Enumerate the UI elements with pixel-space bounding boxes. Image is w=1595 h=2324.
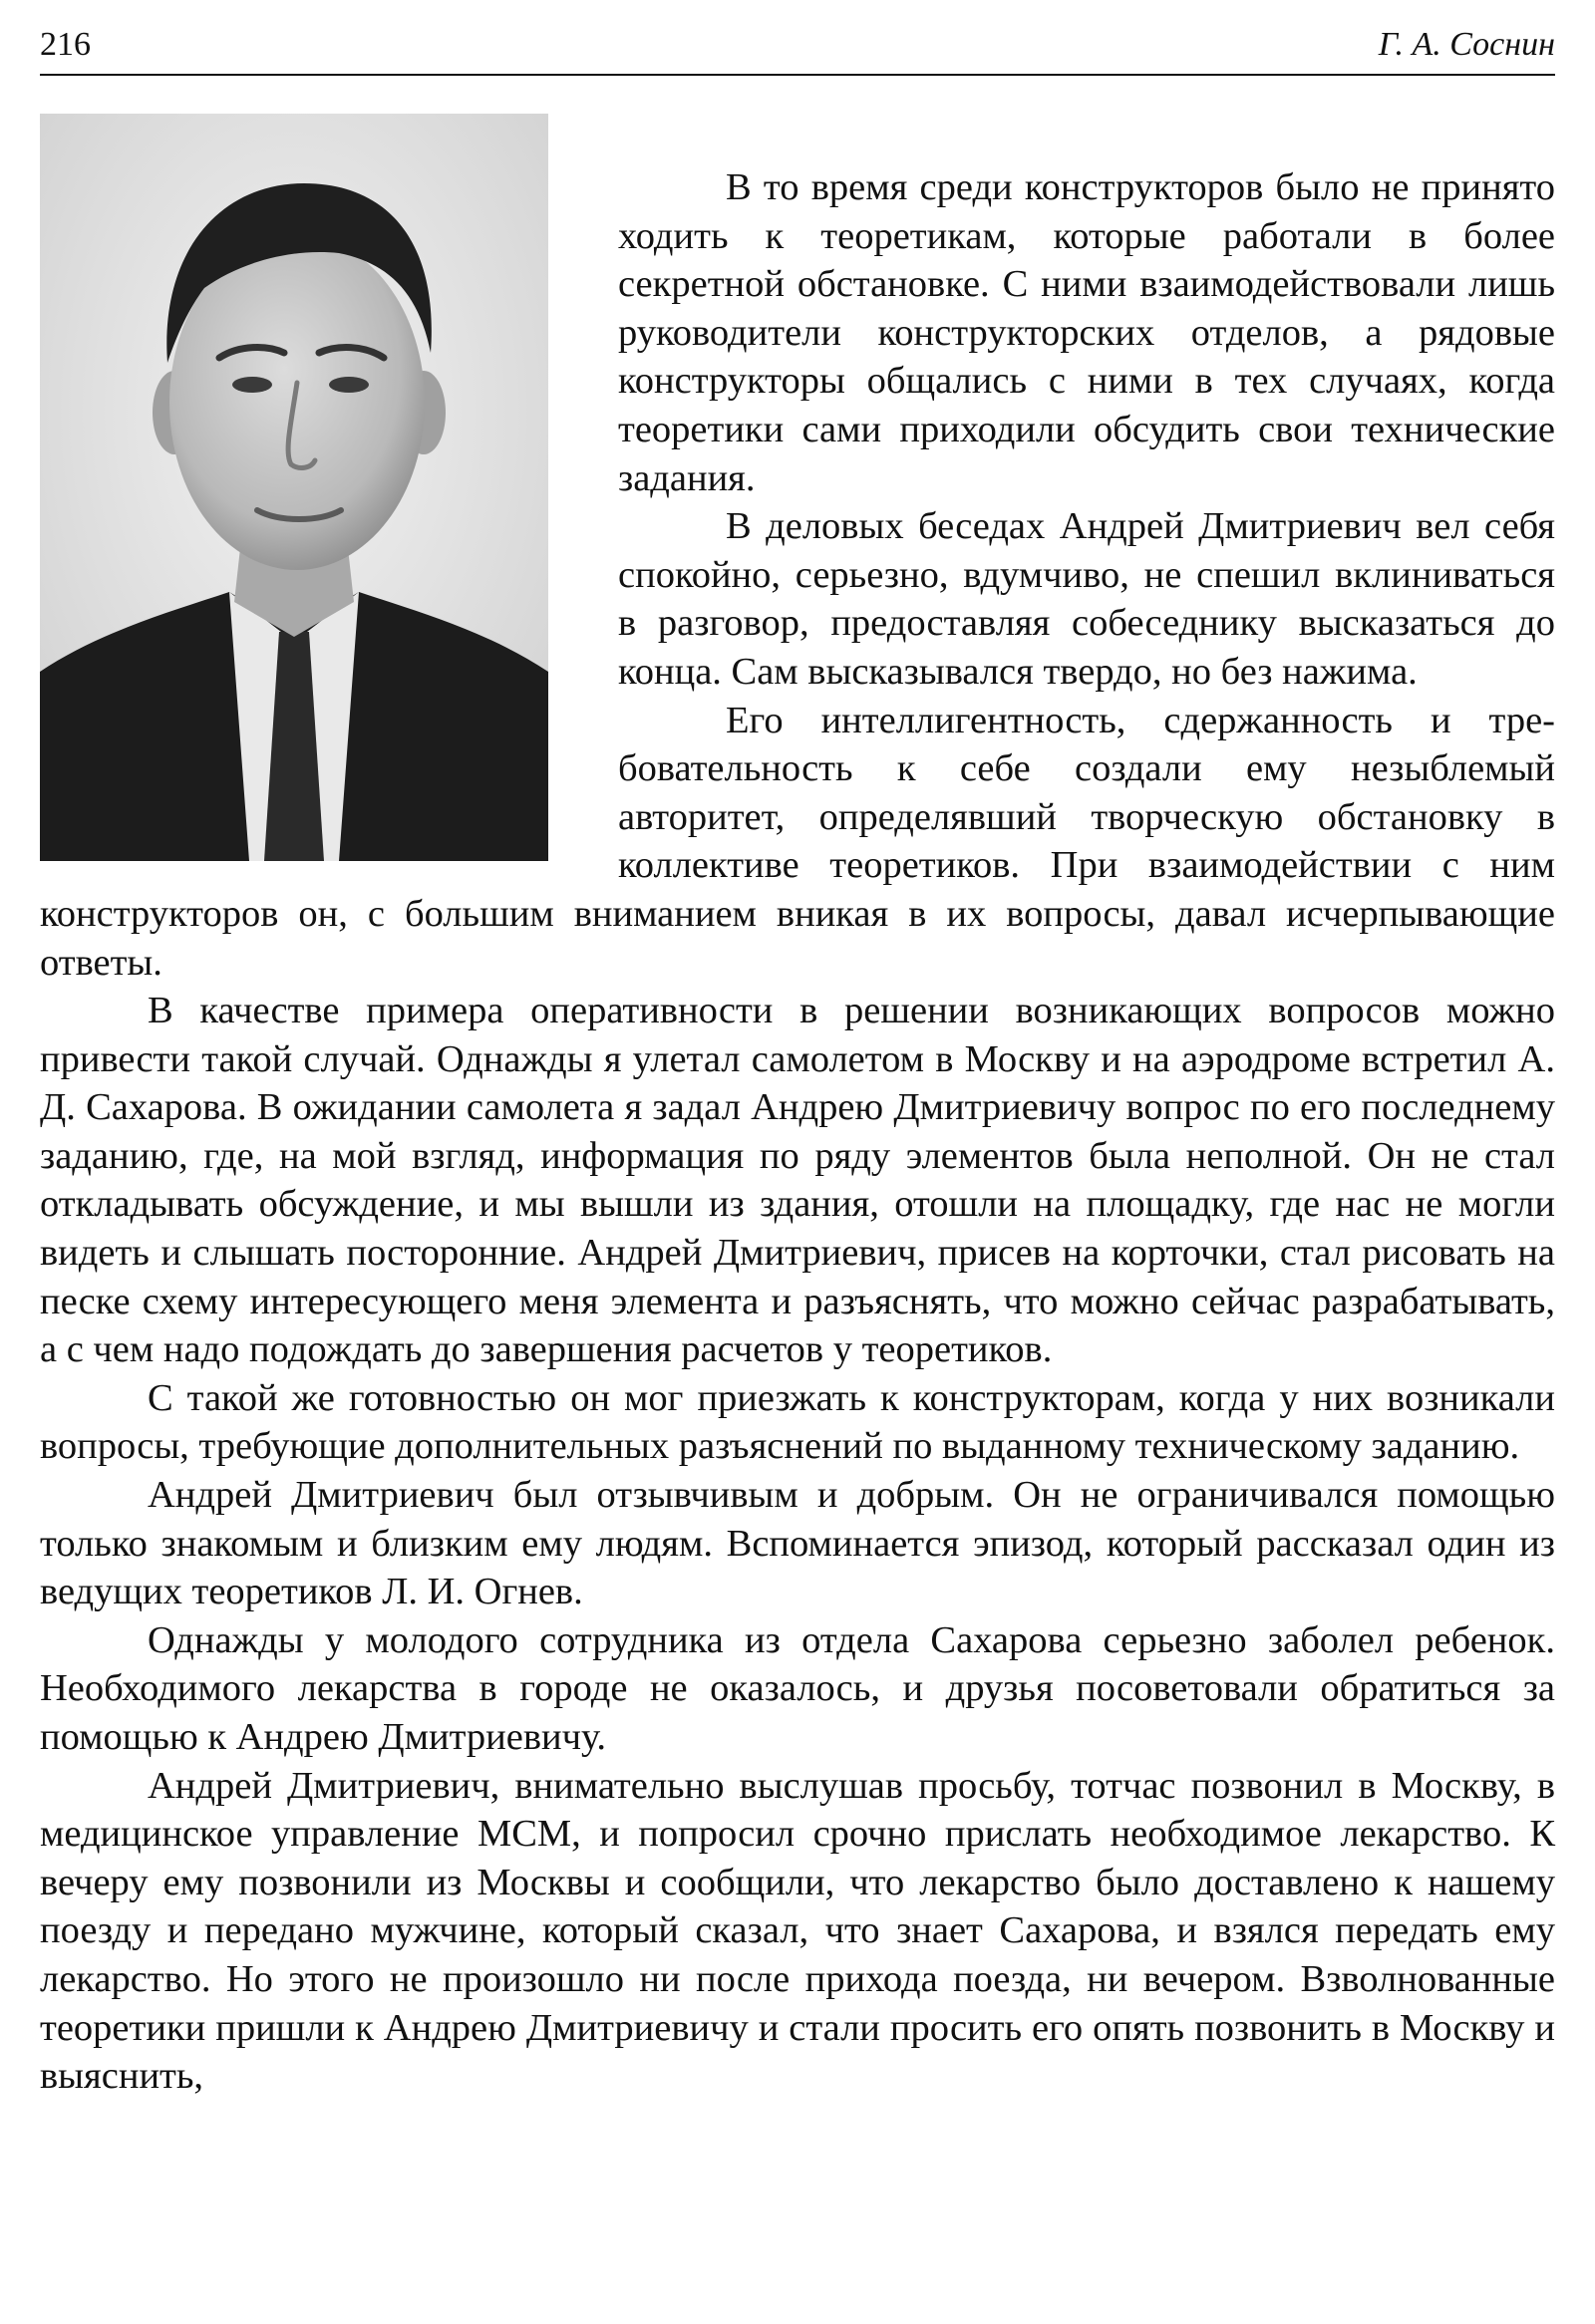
paragraph-5: С такой же готовностью он мог приезжать к конструкторам, когда у них возникали вопросы, требующие дополнительных разъяснений по выданному техническому заданию. (40, 1376, 1555, 1468)
book-page (40, 22, 1555, 2304)
paragraph-1: В то время среди конструкторов было не принято ходить к теоретикам, которые работали в более секретной обстановке. С ними взаимодействовали лишь руководители конструкторских отделов, а рядовые конструкторы общались с ними в тех случаях, когда теоретики сами приходили обсудить свои технические задания. (618, 166, 1555, 499)
page-text (40, 163, 1555, 2101)
running-head-author: Г. А. Соснин (1378, 26, 1555, 63)
paragraph-4: В качестве примера оперативности в решении возникающих вопросов можно привести такой случай. Однажды я улетал самолетом в Москву и на аэродроме встретил А. Д. Сахарова. В ожидании самолета я задал Андрею Дмитриевичу вопрос по его последнему заданию, где, на мой взгляд, информация по ряду элементов была неполной. Он не стал откладывать обсуждение, и мы вышли из здания, отошли на площадку, где нас не могли видеть и слышать посторонние. Андрей Дмитриевич, присев на корточки, стал рисовать на песке схему интересующего меня элемента и разъяснять, что можно сейчас разрабатывать, а с чем надо подождать до завершения расчетов у теоретиков. (40, 990, 1555, 1371)
portrait-photo (40, 114, 548, 861)
paragraph-6: Андрей Дмитриевич был отзывчивым и добрым. Он не ограничивался помощью только знакомым и близким ему людям. Вспоминается эпизод, который рассказал один из ведущих теоретиков Л. И. Огнев. (40, 1474, 1555, 1613)
paragraph-2: В деловых беседах Андрей Дмитриевич вел себя спокойно, серьезно, вдумчиво, не спешил вклиниваться в разговор, предоставляя собеседнику высказаться до конца. Сам высказывался твердо, но без нажима. (618, 505, 1555, 693)
page-number: 216 (40, 26, 91, 63)
portrait-photo-icon (40, 114, 548, 861)
paragraph-3: Его интеллигентность, сдержанность и требовательность к себе создали ему незыблемый авторитет, определявший творческую обстановку в коллективе теоретиков. При взаимодействии с ним конструкторов он, с большим вниманием вникая в их вопросы, давал исчерпывающие ответы. (40, 699, 1555, 984)
running-head (40, 22, 1555, 76)
paragraph-8: Андрей Дмитриевич, внимательно выслушав просьбу, тотчас позвонил в Москву, в медицинское управление МСМ, и попросил срочно прислать необходимое лекарство. К вечеру ему позвонили из Москвы и сообщили, что лекарство было доставлено к нашему поезду и передано мужчине, который сказал, что знает Сахарова, и взялся передать ему лекарство. Но этого не произошло ни после прихода поезда, ни вечером. Взволнованные теоретики пришли к Андрею Дмитриевичу и стали просить его опять позвонить в Москву и выяснить, (40, 1764, 1555, 2098)
paragraph-7: Однажды у молодого сотрудника из отдела Сахарова серьезно заболел ребенок. Необходимого лекарства в городе не оказалось, и друзья посоветовали обратиться за помощью к Андрею Дмитриевичу. (40, 1618, 1555, 1758)
